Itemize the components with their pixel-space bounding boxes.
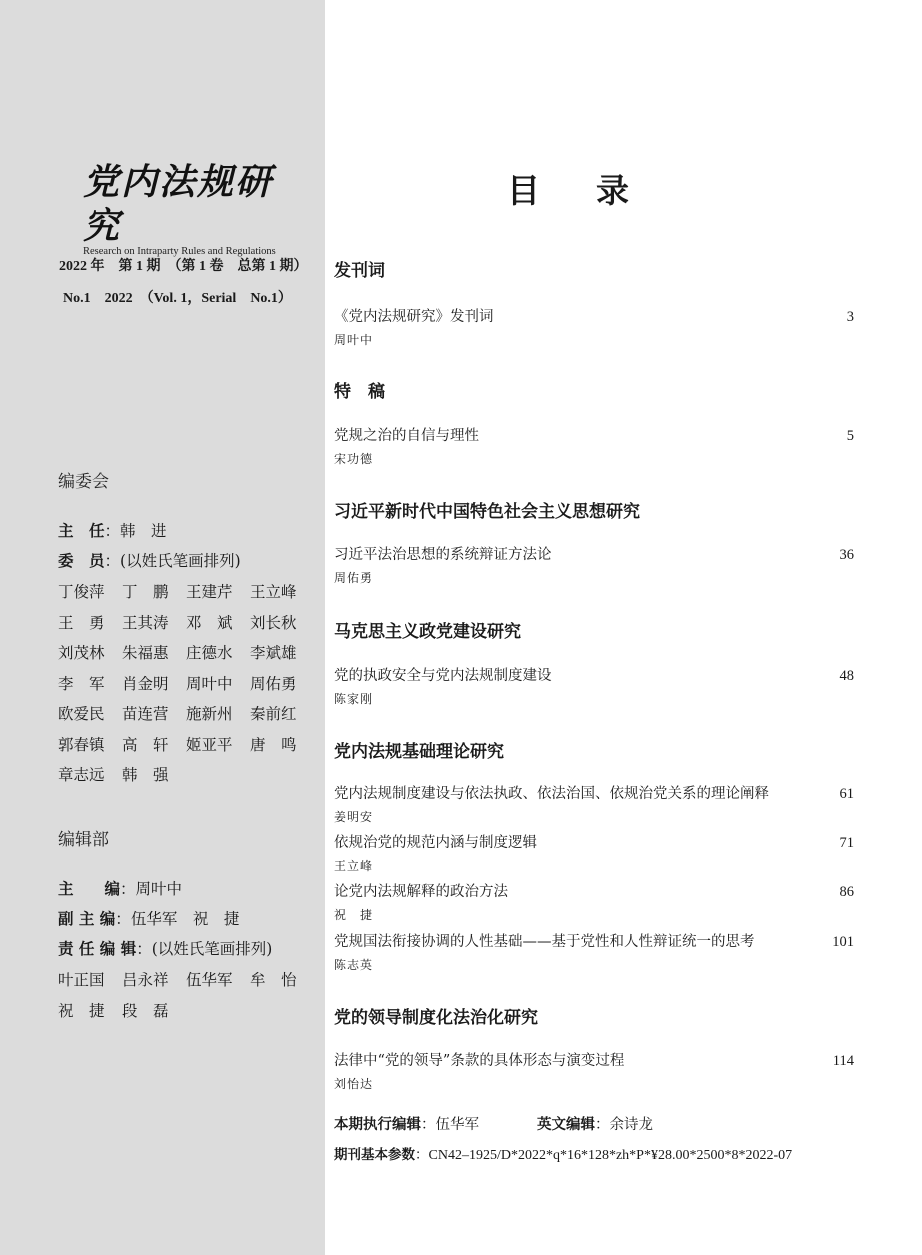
toc-entry[interactable] [334, 305, 854, 348]
responsible-editors [58, 968, 318, 1029]
entry-author: 陈志英 [334, 958, 374, 972]
member-name: 唐 鸣 [250, 735, 297, 754]
editorial-heading: 编辑部 [58, 830, 109, 850]
entry-page: 48 [839, 668, 854, 684]
entry-author: 祝 捷 [334, 908, 374, 922]
entry-title[interactable]: 党的执政安全与党内法规制度建设 [334, 668, 552, 684]
editor-name: 伍华军 [186, 971, 233, 989]
entry-title[interactable]: 习近平法治思想的系统辩证方法论 [334, 547, 552, 563]
toc-section-title: 党内法规基础理论研究 [334, 742, 504, 762]
issue-editors: 本期执行编辑：伍华军 英文编辑：余诗龙 [334, 1117, 653, 1133]
issue-info-zh: 2022 年 第 1 期 （第 1 卷 总第 1 期） [59, 259, 308, 274]
editor-name: 段 磊 [122, 1001, 169, 1020]
member-name: 欧爱民 [58, 705, 105, 723]
committee-members-line: 委 员：(以姓氏笔画排列) [58, 552, 241, 570]
editor-in-chief: 主 编：周叶中 [58, 880, 183, 898]
deputy-editor: 副 主 编：伍华军 祝 捷 [58, 910, 240, 928]
entry-author: 姜明安 [334, 810, 374, 824]
editor-name: 牟 怡 [250, 971, 297, 989]
entry-page: 114 [832, 1053, 854, 1069]
member-name: 王建芹 [186, 583, 233, 601]
members-note: (以姓氏笔画排列) [120, 552, 241, 570]
toc-section-title: 党的领导制度化法治化研究 [334, 1008, 538, 1028]
en-editor: 余诗龙 [609, 1117, 653, 1133]
entry-page: 61 [839, 786, 854, 802]
deputy-names: 伍华军 祝 捷 [130, 910, 240, 928]
editor-name: 叶正国 [58, 971, 105, 989]
entry-author: 周叶中 [334, 333, 374, 347]
entry-title[interactable]: 论党内法规解释的政治方法 [334, 884, 508, 900]
committee-director: 主 任：韩 进 [58, 522, 167, 540]
entry-title[interactable]: 法律中“党的领导”条款的具体形态与演变过程 [334, 1053, 625, 1069]
member-name: 刘长秋 [250, 613, 297, 632]
entry-author: 陈家刚 [334, 692, 374, 706]
entry-title[interactable]: 党内法规制度建设与依法执政、依法治国、依规治党关系的理论阐释 [334, 786, 769, 802]
entry-page: 5 [846, 428, 854, 444]
toc-entry[interactable] [334, 1049, 854, 1092]
entry-title[interactable]: 党规之治的自信与理性 [334, 428, 479, 444]
entry-author: 刘怡达 [334, 1077, 374, 1091]
toc-entry[interactable] [334, 831, 854, 874]
toc-entry[interactable] [334, 424, 854, 467]
chief-label: 主 编 [58, 880, 121, 898]
exec-editor-label: 本期执行编辑 [334, 1117, 421, 1133]
member-name: 高 轩 [122, 735, 169, 754]
members-label: 委 员 [58, 552, 105, 570]
member-name: 周佑勇 [250, 674, 297, 693]
member-name: 王 勇 [58, 613, 105, 632]
toc-entry[interactable] [334, 543, 854, 586]
entry-title[interactable]: 《党内法规研究》发刊词 [334, 309, 494, 325]
member-name: 刘茂林 [58, 644, 105, 662]
director-name: 韩 进 [120, 522, 167, 540]
entry-title[interactable]: 依规治党的规范内涵与制度逻辑 [334, 835, 537, 851]
toc-section-title: 马克思主义政党建设研究 [334, 622, 521, 642]
member-name: 李斌雄 [250, 644, 297, 662]
member-name: 邓 斌 [186, 613, 233, 632]
issue-info-en: No.1 2022 （Vol. 1，Serial No.1） [63, 291, 292, 306]
member-name: 肖金明 [122, 674, 169, 693]
exec-editor: 伍华军 [435, 1117, 479, 1133]
member-name: 庄德水 [186, 644, 233, 662]
toc-section-title: 习近平新时代中国特色社会主义思想研究 [334, 502, 640, 522]
editors-label: 责 任 编 辑 [58, 940, 137, 958]
entry-page: 3 [846, 309, 854, 325]
chief-name: 周叶中 [135, 880, 183, 898]
member-name: 苗连营 [122, 705, 169, 723]
en-editor-label: 英文编辑 [537, 1117, 595, 1133]
entry-author: 周佑勇 [334, 571, 374, 585]
toc-section-title: 特 稿 [334, 382, 385, 402]
params-label: 期刊基本参数 [334, 1147, 415, 1163]
journal-title-en: Research on Intraparty Rules and Regulations [83, 246, 276, 257]
responsible-editors-line: 责 任 编 辑：(以姓氏笔画排列) [58, 940, 273, 958]
member-name: 姬亚平 [186, 735, 233, 754]
member-name: 章志远 [58, 766, 105, 784]
params-value: CN42–1925/D*2022*q*16*128*zh*P*¥28.00*2500*8*2022-07 [428, 1148, 793, 1163]
member-name: 周叶中 [186, 674, 233, 693]
entry-title[interactable]: 党规国法衔接协调的人性基础——基于党性和人性辩证统一的思考 [334, 934, 755, 950]
toc-section-title: 发刊词 [334, 261, 385, 281]
member-name: 郭春镇 [58, 735, 105, 754]
member-name: 韩 强 [122, 766, 169, 784]
member-name: 施新州 [186, 705, 233, 723]
entry-page: 101 [832, 934, 854, 950]
member-name: 丁 鹏 [122, 583, 169, 601]
entry-author: 王立峰 [334, 859, 374, 873]
entry-page: 86 [839, 884, 854, 900]
committee-members [58, 580, 318, 794]
toc-heading [0, 165, 922, 212]
toc-entry[interactable] [334, 664, 854, 707]
deputy-label: 副 主 编 [58, 910, 116, 928]
editor-name: 祝 捷 [58, 1001, 105, 1020]
committee-heading: 编委会 [58, 472, 109, 492]
editors-note: (以姓氏笔画排列) [151, 940, 273, 958]
director-label: 主 任 [58, 522, 105, 540]
member-name: 王其涛 [122, 613, 169, 632]
member-name: 朱福惠 [122, 644, 169, 662]
entry-page: 36 [839, 547, 854, 563]
member-name: 秦前红 [250, 705, 297, 723]
journal-title-zh: 党内法规研究 [83, 161, 274, 247]
editor-name: 吕永祥 [122, 971, 169, 989]
member-name: 丁俊萍 [58, 583, 105, 601]
journal-params: 期刊基本参数：CN42–1925/D*2022*q*16*128*zh*P*¥28.00*2500*8*2022-07 [334, 1147, 793, 1163]
entry-page: 71 [839, 835, 854, 851]
toc-entry[interactable] [334, 782, 854, 825]
toc-entry[interactable] [334, 880, 854, 923]
member-name: 王立峰 [250, 583, 297, 601]
toc-heading-text: 目录 [507, 171, 685, 210]
toc-entry[interactable] [334, 930, 854, 973]
entry-author: 宋功德 [334, 452, 374, 466]
member-name: 李 军 [58, 674, 105, 693]
